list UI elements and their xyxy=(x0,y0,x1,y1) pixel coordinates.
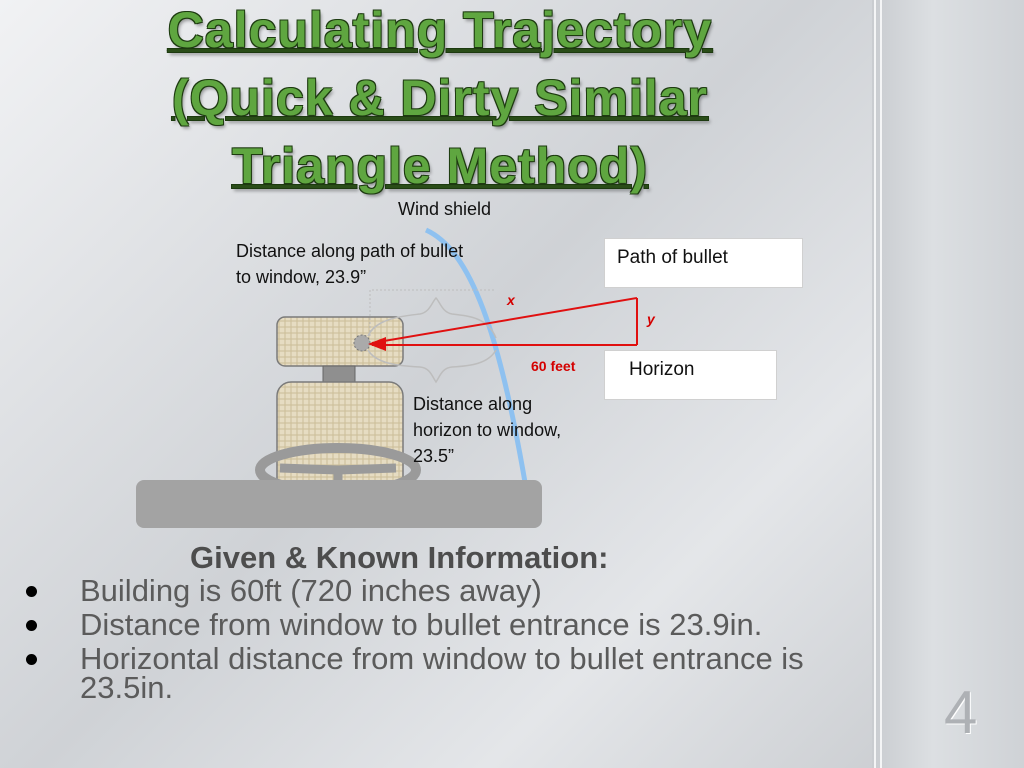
info-bullet-list xyxy=(20,573,810,707)
bullet-dot-icon xyxy=(26,654,37,665)
path-distance-label: Distance along path of bullet to window, 23.9” xyxy=(236,241,464,287)
bullet-dot-icon xyxy=(26,620,37,631)
list-item: Building is 60ft (720 inches away) xyxy=(20,576,810,605)
dashboard xyxy=(136,480,542,528)
bullet-hole-icon xyxy=(354,335,370,351)
horizon-box: Horizon xyxy=(604,350,777,400)
page-number: 4 xyxy=(944,679,978,746)
info-heading: Given & Known Information: xyxy=(190,540,609,575)
y-label: y xyxy=(647,311,655,327)
path-of-bullet-line xyxy=(372,298,637,343)
slide-title: Calculating Trajectory (Quick & Dirty Similar Triangle Method) xyxy=(167,2,713,194)
distance-label: 60 feet xyxy=(531,358,576,374)
bullet-dot-icon xyxy=(26,586,37,597)
path-of-bullet-box: Path of bullet xyxy=(604,238,803,288)
x-label: x xyxy=(507,292,515,308)
seat-post xyxy=(323,366,355,382)
horizon-distance-label: Distance along horizon to window, 23.5” xyxy=(413,394,562,466)
windshield-label: Wind shield xyxy=(398,199,492,219)
list-item: Horizontal distance from window to bullet entrance is 23.5in. xyxy=(20,644,810,702)
list-item: Distance from window to bullet entrance is 23.9in. xyxy=(20,610,810,639)
